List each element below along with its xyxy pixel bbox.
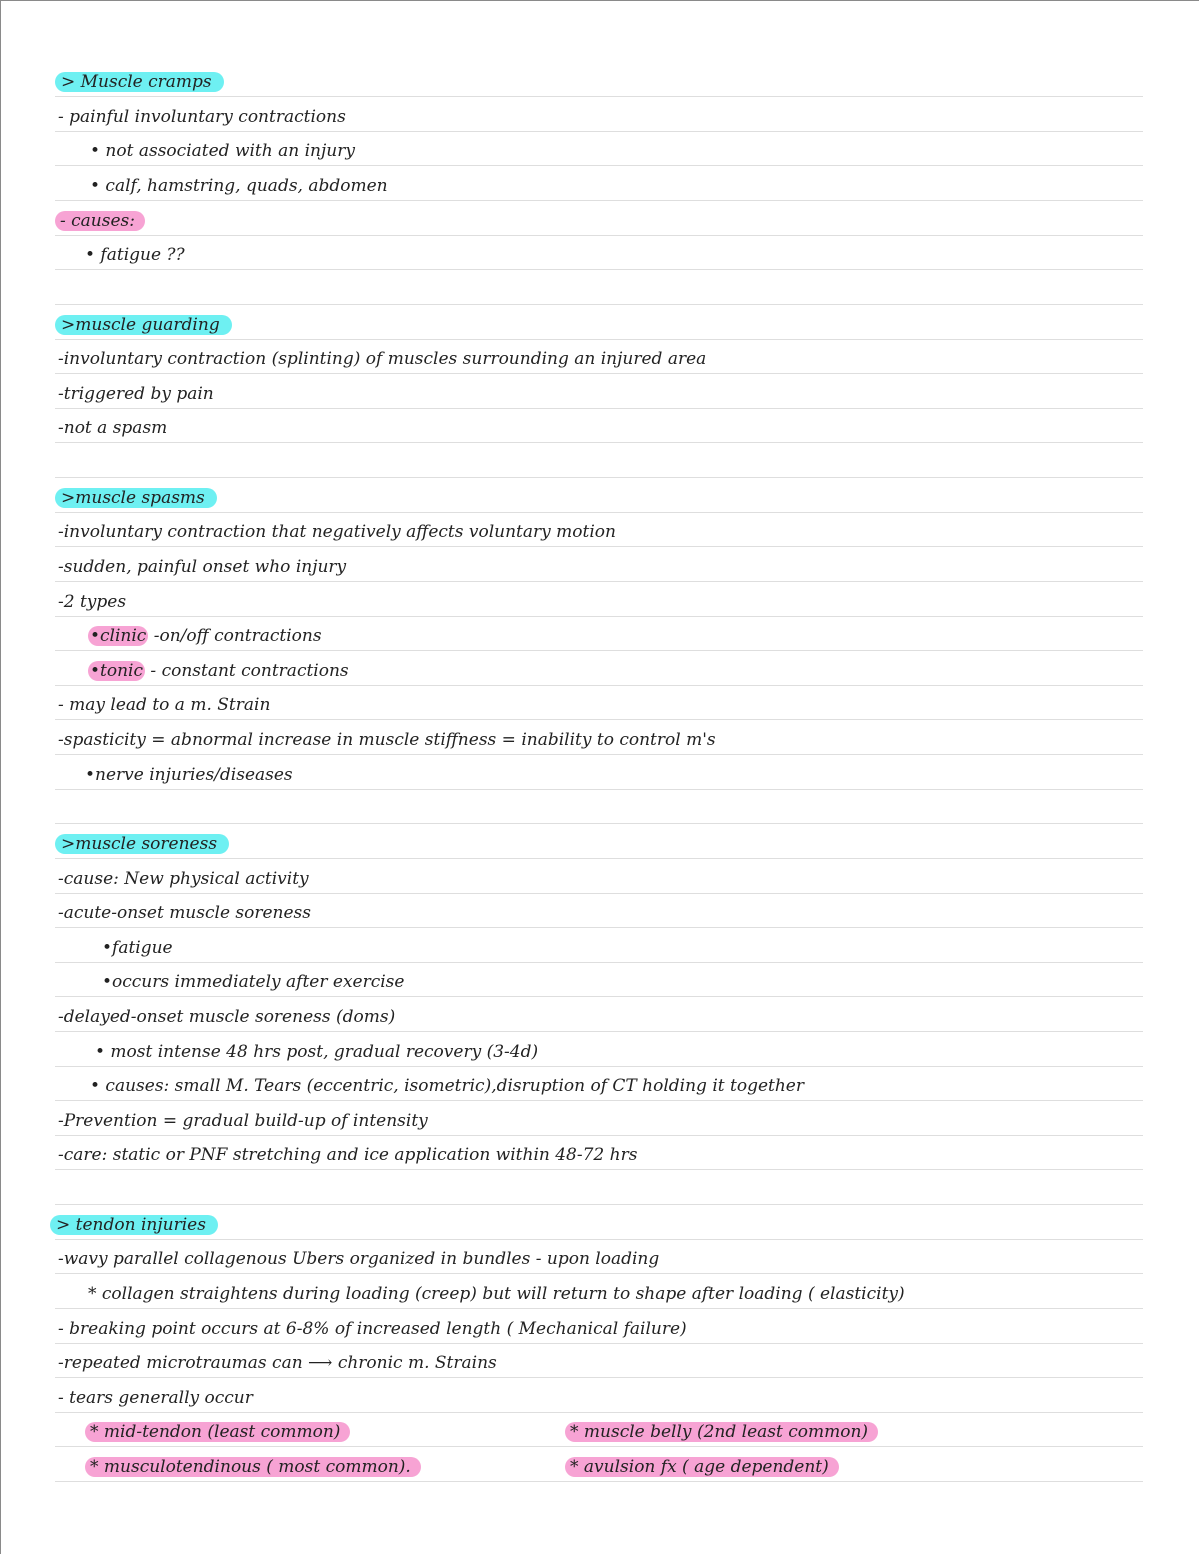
rule-line	[55, 616, 1143, 651]
note-text: -wavy parallel collagenous Ubers organized in bundles - upon loading	[58, 1248, 660, 1269]
rule-line	[55, 97, 1143, 132]
tonic-desc: - constant contractions	[145, 660, 349, 681]
note-text: -triggered by pain	[58, 383, 214, 404]
heading-muscle-soreness: >muscle soreness	[55, 834, 229, 854]
rule-line	[55, 893, 1143, 928]
tear-site-mid-tendon: * mid-tendon (least common)	[85, 1422, 350, 1442]
rule-line	[55, 789, 1143, 824]
rule-line	[55, 651, 1143, 686]
rule-line	[55, 1170, 1143, 1205]
note-text: -spasticity = abnormal increase in muscle stiffness = inability to control m's	[58, 729, 716, 750]
rule-line	[55, 235, 1143, 270]
rule-line	[55, 1101, 1143, 1136]
rule-line	[55, 166, 1143, 201]
clinic-term: •clinic	[90, 625, 147, 646]
note-text: •occurs immediately after exercise	[102, 971, 405, 992]
clinic-desc: -on/off contractions	[148, 625, 322, 646]
rule-line	[55, 374, 1143, 409]
rule-line	[55, 478, 1143, 513]
rule-line	[55, 547, 1143, 582]
note-text: -2 types	[58, 591, 127, 612]
rule-line	[55, 512, 1143, 547]
tear-site-avulsion: * avulsion fx ( age dependent)	[565, 1457, 839, 1477]
note-text: -not a spasm	[58, 417, 168, 438]
rule-line	[55, 1032, 1143, 1067]
causes-label: - causes:	[55, 211, 145, 231]
rule-line	[55, 962, 1143, 997]
rule-line	[55, 859, 1143, 894]
rule-line	[55, 1274, 1143, 1309]
rule-line	[55, 824, 1143, 859]
note-text: - tears generally occur	[58, 1387, 253, 1408]
note-text: -involuntary contraction (splinting) of muscles surrounding an injured area	[58, 348, 707, 369]
note-text: -acute-onset muscle soreness	[58, 902, 312, 923]
note-text: -cause: New physical activity	[58, 868, 309, 889]
tear-site-musculotendinous: * musculotendinous ( most common).	[85, 1457, 421, 1477]
heading-muscle-spasms: >muscle spasms	[55, 488, 217, 508]
note-text: * collagen straightens during loading (creep) but will return to shape after loading ( elasticity)	[88, 1283, 905, 1304]
tear-site-muscle-belly: * muscle belly (2nd least common)	[565, 1422, 878, 1442]
rule-line	[55, 408, 1143, 443]
note-text: -involuntary contraction that negatively affects voluntary motion	[58, 521, 616, 542]
note-text: - may lead to a m. Strain	[58, 694, 271, 715]
note-text: •nerve injuries/diseases	[85, 764, 293, 785]
note-text: • not associated with an injury	[90, 140, 355, 161]
rule-line	[55, 201, 1143, 236]
note-text: - painful involuntary contractions	[58, 106, 346, 127]
rule-line	[55, 131, 1143, 166]
rule-line	[55, 270, 1143, 305]
rule-line	[55, 339, 1143, 374]
note-text: - breaking point occurs at 6-8% of increased length ( Mechanical failure)	[58, 1318, 687, 1339]
rule-line	[55, 62, 1143, 97]
rule-line	[55, 1309, 1143, 1344]
rule-line	[55, 1378, 1143, 1413]
rule-line	[55, 582, 1143, 617]
note-text: •fatigue	[102, 937, 173, 958]
note-text: -care: static or PNF stretching and ice application within 48-72 hrs	[58, 1144, 638, 1165]
note-text: -delayed-onset muscle soreness (doms)	[58, 1006, 396, 1027]
note-text	[88, 626, 322, 646]
rule-line	[55, 443, 1143, 478]
rule-line	[55, 685, 1143, 720]
rule-line	[55, 1412, 1143, 1447]
rule-line	[55, 720, 1143, 755]
note-text: • most intense 48 hrs post, gradual recovery (3-4d)	[95, 1041, 539, 1062]
note-text: • fatigue ??	[85, 244, 185, 265]
tonic-term: •tonic	[90, 660, 144, 681]
rule-line	[55, 1205, 1143, 1240]
rule-line	[55, 305, 1143, 340]
note-text: -repeated microtraumas can ⟶ chronic m. Strains	[58, 1352, 497, 1373]
note-text: -Prevention = gradual build-up of intensity	[58, 1110, 428, 1131]
note-text	[88, 661, 349, 681]
rule-line	[55, 755, 1143, 790]
note-text: • calf, hamstring, quads, abdomen	[90, 175, 388, 196]
heading-tendon-injuries: > tendon injuries	[50, 1215, 218, 1235]
heading-muscle-guarding: >muscle guarding	[55, 315, 232, 335]
note-text: -sudden, painful onset who injury	[58, 556, 347, 577]
rule-line	[55, 1066, 1143, 1101]
rule-line	[55, 1239, 1143, 1274]
rule-line	[55, 1447, 1143, 1482]
rule-line	[55, 997, 1143, 1032]
rule-line	[55, 1135, 1143, 1170]
note-text: • causes: small M. Tears (eccentric, isometric),disruption of CT holding it together	[90, 1075, 804, 1096]
rule-line	[55, 928, 1143, 963]
heading-muscle-cramps: > Muscle cramps	[55, 72, 224, 92]
rule-line	[55, 1343, 1143, 1378]
